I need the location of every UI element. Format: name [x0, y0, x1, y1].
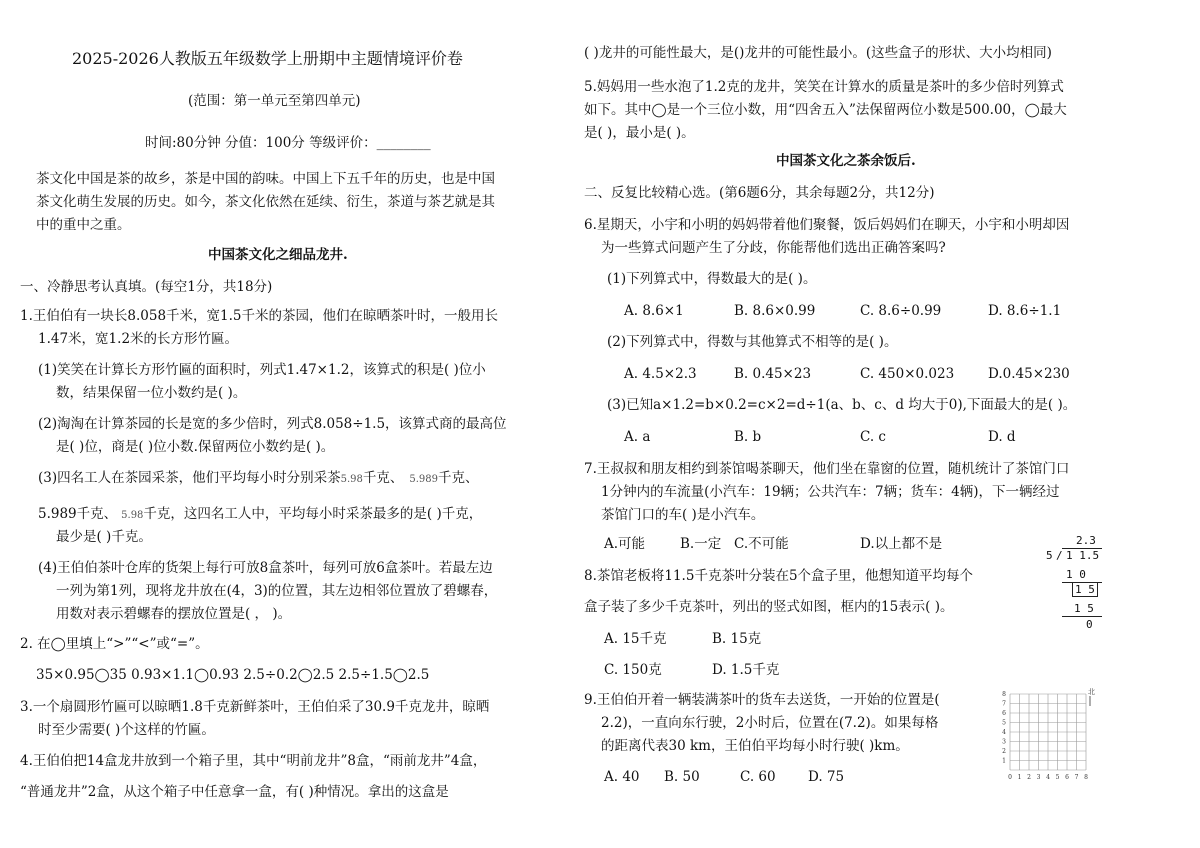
- option: D.以上都不是: [860, 536, 943, 552]
- question-9-cont: 2.2)，一直向东行驶，2小时后，位置在(7.2)。如果每格: [601, 715, 939, 731]
- option: C. 450×0.023: [860, 366, 955, 382]
- grid-x-tick: 0: [1008, 774, 1012, 781]
- grid-x-tick: 3: [1036, 774, 1041, 781]
- option: A. 8.6×1: [624, 303, 684, 319]
- question-1-cont: 1.47米，宽1.2米的长方形竹匾。: [38, 331, 239, 347]
- question-1: 1.王伯伯有一块长8.058千米，宽1.5千米的茶园，他们在晾晒茶叶时，一般用长: [20, 308, 498, 324]
- grid-y-tick: 3: [1002, 738, 1006, 746]
- question-7-cont: 1分钟内的车流量(小汽车：19辆；公共汽车：7辆；货车：4辆)，下一辆经过: [601, 484, 1060, 500]
- intro-line: 中的重中之重。: [36, 217, 131, 233]
- option: B.一定: [680, 536, 722, 552]
- division-step: 1 5: [1074, 602, 1094, 615]
- option: B. 50: [664, 769, 700, 785]
- division-remainder: 0: [1086, 618, 1093, 631]
- question-9: 9.王伯伯开着一辆装满茶叶的货车去送货，一开始的位置是(: [584, 692, 940, 708]
- grid-x-tick: 6: [1065, 774, 1069, 781]
- option: D. 8.6÷1.1: [988, 303, 1062, 319]
- exam-range: (范围：第一单元至第四单元): [188, 93, 361, 109]
- option: B. 0.45×23: [734, 366, 812, 382]
- option: A. 15千克: [604, 631, 667, 647]
- repeating-decimal: 5.989: [409, 474, 439, 485]
- question-3-cont: 时至少需要( )个这样的竹匾。: [38, 722, 215, 738]
- option: C.不可能: [734, 536, 789, 552]
- question-1-2: (2)淘淘在计算茶园的长是宽的多少倍时，列式8.058÷1.5，该算式商的最高位: [38, 416, 507, 432]
- grid-y-tick: 8: [1002, 691, 1006, 698]
- option: B. 8.6×0.99: [734, 303, 816, 319]
- q1-3-text: (3)四名工人在茶园采茶，他们平均每小时分别采茶: [38, 470, 341, 486]
- option: D. 75: [808, 769, 845, 785]
- grid-y-tick: 2: [1002, 748, 1006, 755]
- question-5-cont: 是( )，最小是( )。: [584, 125, 695, 141]
- long-division-figure: 2.3 5 / 1 1.5 1 0 1 5 1 5 0: [1042, 534, 1102, 634]
- q1-3-text: 千克，这四名工人中，平均每小时采茶最多的是( )千克，: [143, 506, 483, 522]
- page-title: 2025-2026人教版五年级数学上册期中主题情境评价卷: [72, 49, 463, 68]
- grid-y-tick: 6: [1002, 710, 1006, 717]
- question-6-cont: 为一些算式问题产生了分歧，你能帮他们选出正确答案吗?: [601, 240, 946, 256]
- question-6-2: (2)下列算式中，得数与其他算式不相等的是( )。: [607, 334, 898, 350]
- option: A. 4.5×2.3: [624, 366, 697, 382]
- option: D. d: [988, 429, 1016, 445]
- grid-y-tick: 5: [1002, 719, 1006, 727]
- question-1-4: (4)王伯伯茶叶仓库的货架上每行可放8盒茶叶，每列可放6盒茶叶。若最左边: [38, 560, 493, 576]
- question-1-1-cont: 数，结果保留一位小数约是( )。: [56, 385, 247, 401]
- question-7-cont: 茶馆门口的车( )是小汽车。: [601, 507, 765, 523]
- q1-3-text: 千克、: [362, 470, 404, 486]
- option: B. 15克: [712, 631, 762, 647]
- grid-x-tick: 1: [1017, 774, 1022, 781]
- option: C. 150克: [604, 662, 662, 678]
- option: D. 1.5千克: [712, 662, 780, 678]
- question-7: 7.王叔叔和朋友相约到茶馆喝茶聊天，他们坐在靠窗的位置，随机统计了茶馆门口: [584, 461, 1070, 477]
- option: B. b: [734, 429, 762, 445]
- option: A. 40: [604, 769, 640, 785]
- question-1-4-cont: 一列为第1列，现将龙井放在(4，3)的位置，其左边相邻位置放了碧螺春，: [56, 583, 498, 599]
- grid-y-tick: 1: [1002, 757, 1006, 765]
- repeating-decimal: 5.98: [121, 510, 144, 521]
- question-9-cont: 的距离代表30 km，王伯伯平均每小时行驶( )km。: [601, 738, 909, 754]
- option: C. 8.6÷0.99: [860, 303, 942, 319]
- question-1-2-cont: 是( )位，商是( )位小数.保留两位小数约是( )。: [56, 439, 335, 455]
- grid-x-tick: 4: [1046, 774, 1050, 781]
- option: C. c: [860, 429, 886, 445]
- repeating-decimal: 5.98: [340, 474, 363, 485]
- grid-x-tick: 5: [1055, 774, 1060, 781]
- section-heading: 中国茶文化之茶余饭后.: [776, 153, 916, 169]
- grid-x-tick: 7: [1074, 774, 1079, 781]
- part-heading: 二、反复比较精心选。(第6题6分，其余每题2分，共12分): [584, 185, 935, 201]
- coordinate-grid: [996, 686, 1095, 782]
- intro-line: 茶文化中国是茶的故乡，茶是中国的韵味。中国上下五千年的历史，也是中国: [36, 171, 495, 187]
- division-step: 1 0: [1066, 568, 1086, 581]
- question-1-3-cont: [38, 505, 482, 525]
- q1-3-text: 千克、: [438, 470, 479, 486]
- question-3: 3.一个扇圆形竹匾可以晾晒1.8千克新鲜茶叶，王伯伯采了30.9千克龙井，晾晒: [20, 699, 490, 715]
- division-dividend: 1 1.5: [1066, 549, 1100, 562]
- question-1-4-cont: 用数对表示碧螺春的摆放位置是( ， )。: [56, 606, 292, 622]
- division-divisor: 5: [1046, 549, 1053, 562]
- grid-x-tick: 8: [1084, 774, 1088, 781]
- option: C. 60: [740, 769, 776, 785]
- grid-x-tick: 2: [1027, 774, 1031, 781]
- question-6-3: (3)已知a×1.2=b×0.2=c×2=d÷1(a、b、c、d 均大于0),下面最大的是( )。: [607, 397, 1077, 413]
- division-boxed-15: 1 5: [1072, 582, 1098, 597]
- q1-3-text: 5.989千克、: [38, 506, 118, 522]
- intro-line: 茶文化萌生发展的历史。如今，茶文化依然在延续、衍生，茶道与茶艺就是其: [36, 194, 495, 210]
- question-6: 6.星期天，小宇和小明的妈妈带着他们聚餐，饭后妈妈们在聊天，小宇和小明却因: [584, 217, 1070, 233]
- question-1-3-cont: 最少是( )千克。: [56, 529, 152, 545]
- question-8-cont: 盒子装了多少千克茶叶，列出的竖式如图，框内的15表示( )。: [584, 599, 954, 615]
- question-2-items: 35×0.95◯35 0.93×1.1◯0.93 2.5÷0.2◯2.5 2.5÷1.5◯2.5: [36, 667, 430, 683]
- grid-y-tick: 4: [1002, 729, 1006, 736]
- question-4: 4.王伯伯把14盒龙井放到一个箱子里，其中“明前龙井”8盒，“雨前龙井”4盒，: [20, 753, 487, 769]
- section-heading: 中国茶文化之细品龙井.: [208, 247, 348, 263]
- question-2: 2. 在◯里填上“>”“<”或“=”。: [20, 636, 209, 652]
- question-5-cont: 如下。其中◯是一个三位小数，用“四舍五入”法保留两位小数是500.00，◯最大: [584, 102, 1067, 118]
- question-5: 5.妈妈用一些水泡了1.2克的龙井，笑笑在计算水的质量是茶叶的多少倍时列算式: [584, 79, 1064, 95]
- question-4-end: ( )龙井的可能性最大，是()龙井的可能性最小。(这些盒子的形状、大小均相同): [584, 45, 1052, 61]
- division-quotient: 2.3: [1076, 534, 1096, 547]
- option: D.0.45×230: [988, 366, 1070, 382]
- grid-y-tick: 7: [1002, 700, 1006, 708]
- question-1-1: (1)笑笑在计算长方形竹匾的面积时，列式1.47×1.2，该算式的积是( )位小: [38, 362, 486, 378]
- exam-meta: 时间:80分钟 分值：100分 等级评价：________: [145, 135, 431, 151]
- part-heading: 一、冷静思考认真填。(每空1分，共18分): [20, 279, 273, 295]
- north-label: 北: [1088, 688, 1095, 696]
- question-6-1: (1)下列算式中，得数最大的是( )。: [607, 271, 817, 287]
- question-4-cont: “普通龙井”2盒，从这个箱子中任意拿一盒，有( )种情况。拿出的这盒是: [20, 784, 449, 800]
- question-8: 8.茶馆老板将11.5千克茶叶分装在5个盒子里，他想知道平均每个: [584, 568, 974, 584]
- option: A. a: [624, 429, 651, 445]
- question-1-3: [38, 469, 479, 489]
- option: A.可能: [604, 536, 646, 552]
